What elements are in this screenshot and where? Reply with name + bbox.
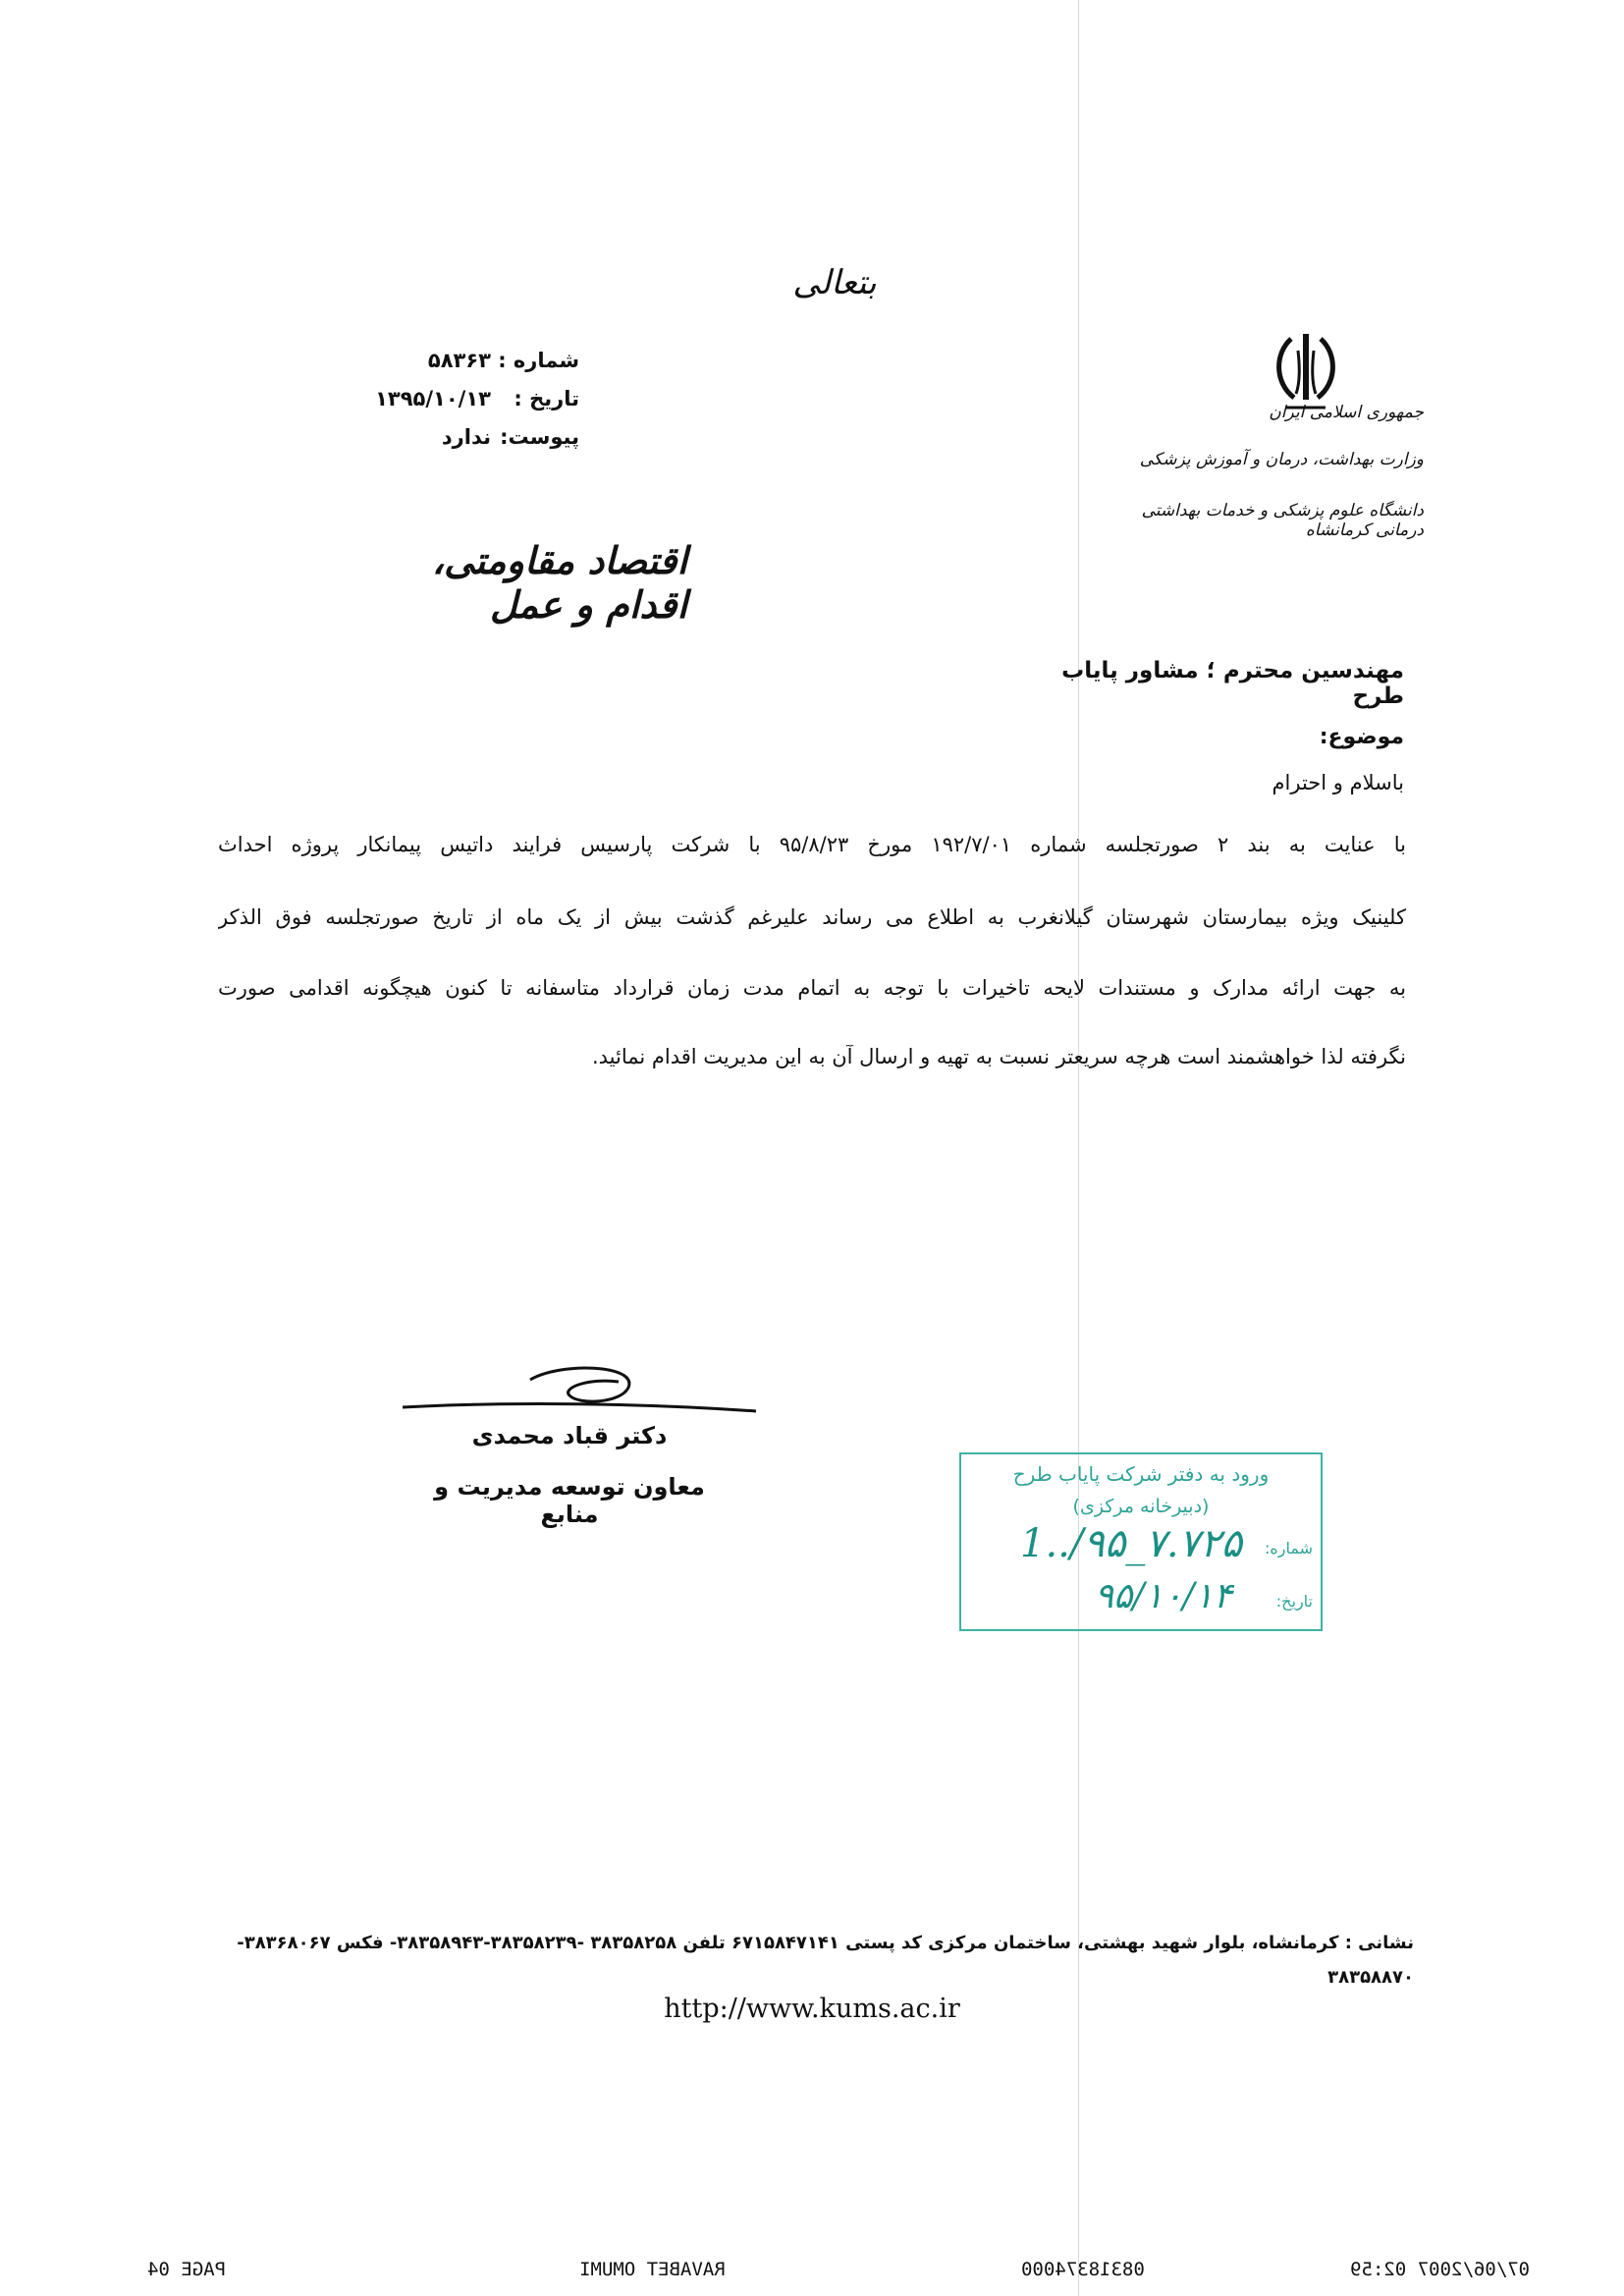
subject-label: موضوع: — [1319, 725, 1404, 749]
stamp-line-1: ورود به دفتر شرکت پایاب طرح — [1012, 1462, 1270, 1486]
number-value: ۵۸۳۶۳ — [427, 349, 491, 372]
paragraph-line-1: با عنایت به بند ۲ صورتجلسه شماره ۱۹۲/۷/۰۱ مورخ ۹۵/۸/۲۳ با شرکت پارسیس فرایند داتیس پیمانکار پروژه احداث — [218, 833, 1406, 856]
stamp-number-value: 1../۹۵_۷.۷۲۵ — [1020, 1521, 1242, 1566]
fax-sender: RAVABET OMUMI — [579, 2259, 726, 2280]
stamp-date-value: ۹۵/۱۰/۱۴ — [1094, 1576, 1232, 1616]
attachment-value: ندارد — [441, 425, 491, 449]
footer-address-line-2: ۳۸۳۵۸۸۷۰ — [1327, 1967, 1414, 1988]
attachment-label: پیوست: — [500, 425, 579, 449]
receipt-stamp — [959, 1452, 1323, 1631]
date-value: ۱۳۹۵/۱۰/۱۳ — [375, 387, 491, 410]
signer-title: معاون توسعه مدیریت و منابع — [434, 1473, 705, 1528]
letter-attachment-row — [353, 425, 579, 459]
letter-number-row — [353, 349, 579, 382]
org-line-2: وزارت بهداشت، درمان و آموزش پزشکی — [1139, 450, 1424, 469]
fax-page: PAGE 04 — [147, 2259, 227, 2280]
fax-number: 08318374000 — [1021, 2259, 1145, 2280]
basmala: بتعالی — [792, 263, 877, 302]
org-line-1: جمهوری اسلامی ایران — [1269, 403, 1424, 422]
greeting: باسلام و احترام — [1272, 771, 1404, 794]
stamp-number-label: شماره: — [1264, 1539, 1313, 1558]
recipient: مهندسین محترم ؛ مشاور پایاب طرح — [1061, 658, 1404, 709]
signer-name: دکتر قباد محمدی — [471, 1422, 668, 1449]
letter-date-row — [353, 387, 579, 420]
paragraph-line-3: به جهت ارائه مدارک و مستندات لایحه تاخیرات با توجه به اتمام مدت زمان قرارداد متاسفانه تا کنون هیچگونه اقدامی صورت — [218, 976, 1406, 1000]
footer-website[interactable]: http://www.kums.ac.ir — [664, 1994, 960, 2024]
footer-address-line-1: نشانی : کرمانشاه، بلوار شهید بهشتی، ساختمان مرکزی کد پستی ۶۷۱۵۸۴۷۱۴۱ تلفن ۳۸۳۵۸۲۵۸ -۳۸۳۵۸۲۳۹-۳۸۳۵۸۹۴۳- فکس ۳۸۳۶۸۰۶۷- — [237, 1933, 1414, 1953]
paragraph-line-2: کلینیک ویژه بیمارستان شهرستان گیلانغرب به اطلاع می رساند علیرغم گذشت بیش از یک ماه از تاریخ صورتجلسه فوق الذکر — [218, 905, 1406, 929]
org-line-3: دانشگاه علوم پزشکی و خدمات بهداشتی درمانی کرمانشاه — [1141, 501, 1424, 540]
fax-datetime: 07/06/2007 02:59 — [1350, 2259, 1531, 2280]
paragraph-line-4: نگرفته لذا خواهشمند است هرچه سریعتر نسبت به تهیه و ارسال آن به این مدیریت اقدام نمائید. — [591, 1045, 1406, 1068]
slogan: اقتصاد مقاومتی، اقدام و عمل — [431, 538, 687, 627]
number-label: شماره : — [498, 349, 579, 372]
stamp-line-2: (دبیرخانه مرکزی) — [1072, 1496, 1210, 1517]
stamp-date-label: تاریخ: — [1275, 1592, 1313, 1611]
date-label: تاریخ : — [514, 387, 579, 410]
